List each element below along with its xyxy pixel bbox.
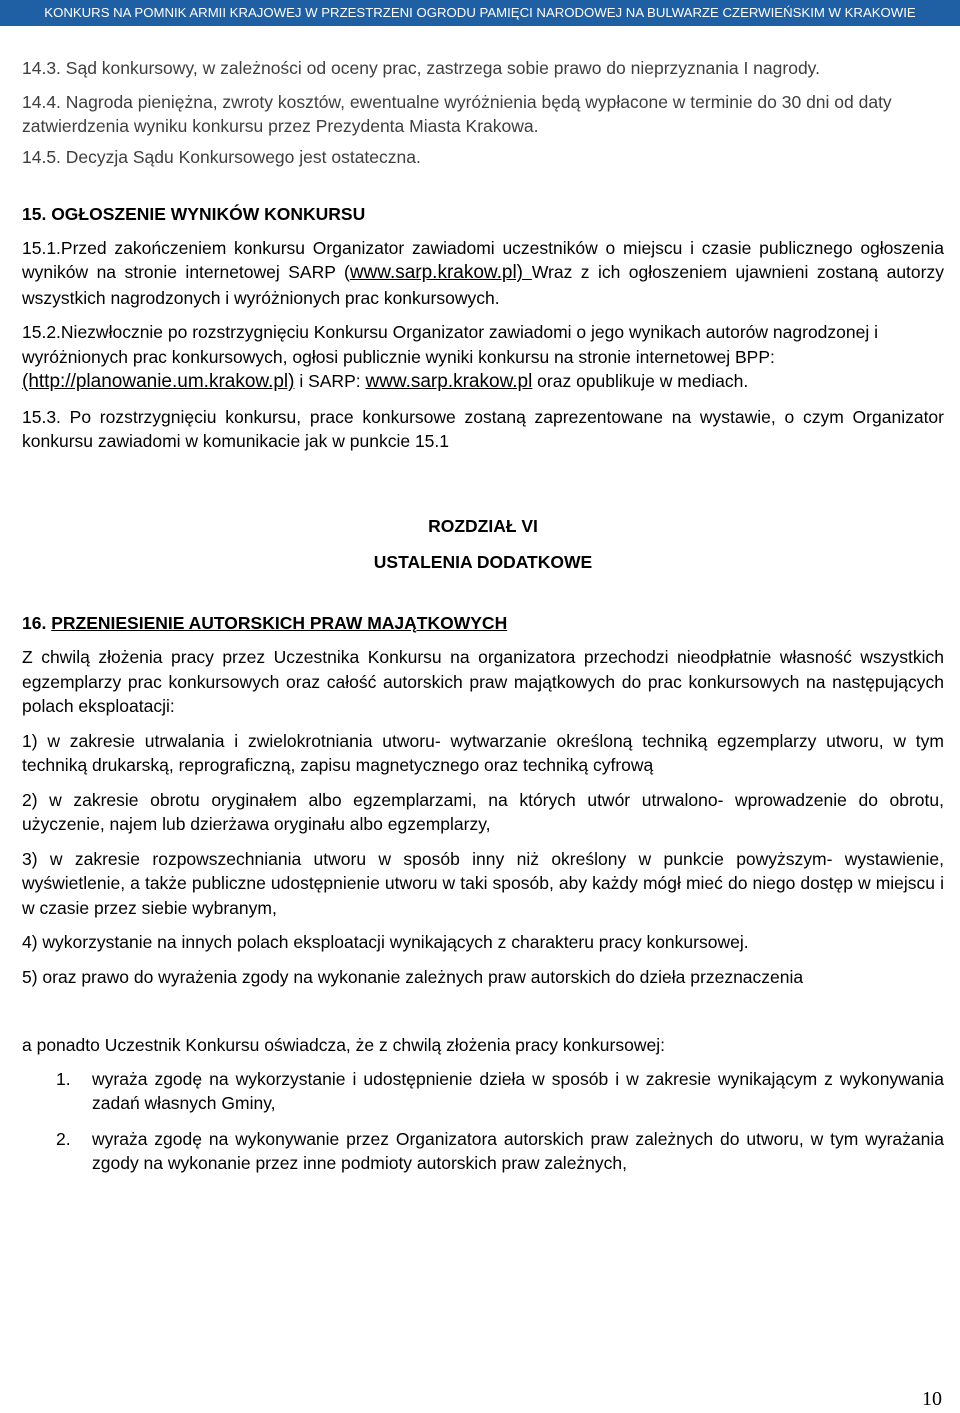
list-item [22,1067,944,1116]
paragraph-15-1 [22,236,944,311]
section-16-heading [22,611,944,636]
header-title: KONKURS NA POMNIK ARMII KRAJOWEJ W PRZESTRZENI OGRODU PAMIĘCI NARODOWEJ NA BULWARZE CZERWIEŃSKIM W KRAKOWIE [44,5,916,20]
sarp-link-2[interactable]: www.sarp.krakow.pl [365,371,533,392]
section-15-heading: 15. OGŁOSZENIE WYNIKÓW KONKURSU [22,204,366,224]
exploitation-item-5: 5) oraz prawo do wyrażenia zgody na wykonanie zależnych praw autorskich do dzieła przeznaczenia [22,966,804,987]
exploitation-item-3: 3) w zakresie rozpowszechniania utworu w sposób inny niż określony w punkcie powyższym- wystawienie, wyświetlenie, a także publiczne udostępnienie utworu w taki sposób, aby każdy mógł mieć do niego dostęp w miejscu i w czasie przez siebie wybranym, [22,848,944,918]
exploitation-item-4: 4) wykorzystanie na innych polach eksploatacji wynikających z charakteru pracy konkursowej. [22,932,749,952]
paragraph-15-2-text-a: 15.2.Niezwłocznie po rozstrzygnięciu Konkursu Organizator zawiadomi o jego wynikach autorów nagrodzonej i wyróżnionych prac konkursowych, ogłosi publicznie wyniki konkursu na stronie internetowej BPP: [22,322,878,367]
page-header [0,0,960,26]
list-item [22,1127,944,1176]
document-body [22,56,944,1176]
chapter-subtitle: USTALENIA DODATKOWE [373,552,593,572]
section-16-intro: Z chwilą złożenia pracy przez Uczestnika Konkursu na organizatora przechodzi nieodpłatnie własność wszystkich egzemplarzy prac konkursowych oraz całość autorskich praw majątkowych do prac konkursowych na następujących polach eksploatacji: [22,647,944,716]
paragraph-15-2 [22,320,944,395]
paragraph-14-4: 14.4. Nagroda pieniężna, zwroty kosztów, ewentualne wyróżnienia będą wypłacone w terminie do 30 dni od daty zatwierdzenia wyniku konkursu przez Prezydenta Miasta Krakowa. [22,91,892,136]
declaration-intro: a ponadto Uczestnik Konkursu oświadcza, że z chwilą złożenia pracy konkursowej: [22,1035,665,1055]
exploitation-item-1: 1) w zakresie utrwalania i zwielokrotniania utworu- wytwarzanie określoną techniką egzemplarzy utworu, w tym techniką drukarską, reprograficzną, zapisu magnetycznego oraz techniką cyfrową [22,730,944,775]
paragraph-14-5: 14.5. Decyzja Sądu Konkursowego jest ostateczna. [22,146,421,167]
sarp-link[interactable]: www.sarp.krakow.pl) [349,262,532,283]
exploitation-item-2: 2) w zakresie obrotu oryginałem albo egzemplarzami, na których utwór utrwalono- wprowadzenie do obrotu, użyczenie, najem lub dzierżawa oryginału albo egzemplarzy, [22,789,944,834]
section-16-number: 16. [22,612,52,633]
paragraph-14-3: 14.3. Sąd konkursowy, w zależności od oceny prac, zastrzega sobie prawo do nieprzyznania I nagrody. [22,58,820,78]
paragraph-15-3: 15.3. Po rozstrzygnięciu konkursu, prace konkursowe zostaną zaprezentowane na wystawie, o czym Organizator konkursu zawiadomi w komunikacie jak w punkcie 15.1 [22,406,944,451]
list-item-number: 1. [56,1068,71,1089]
paragraph-15-2-text-mid: i SARP: [294,371,366,391]
declaration-list [22,1067,944,1176]
paragraph-15-1-text-b: Wraz z ich ogłoszeniem ujawnieni zostaną autorzy wszystkich nagrodzonych i wyróżnionych prac konkursowych. [22,262,944,308]
list-item-text: wyraża zgodę na wykonywanie przez Organizatora autorskich praw zależnych do utworu, w tym wyrażania zgody na wykonanie przez inne podmioty autorskich praw zależnych, [92,1128,944,1173]
list-item-number: 2. [56,1128,71,1149]
paragraph-15-1-text-a: 15.1.Przed zakończeniem konkursu Organizator zawiadomi uczestników o miejscu i czasie publicznego ogłoszenia wyników na stronie internetowej SARP ( [22,237,944,282]
chapter-title: ROZDZIAŁ VI [428,515,538,536]
section-16-title: PRZENIESIENIE AUTORSKICH PRAW MAJĄTKOWYCH [51,612,508,633]
list-item-text: wyraża zgodę na wykorzystanie i udostępnienie dzieła w sposób i w zakresie wynikającym z wykonywania zadań własnych Gminy, [92,1068,944,1113]
paragraph-15-2-text-b: oraz opublikuje w mediach. [532,371,749,391]
bpp-link[interactable]: (http://planowanie.um.krakow.pl) [22,371,295,392]
page-number: 10 [922,1388,942,1410]
